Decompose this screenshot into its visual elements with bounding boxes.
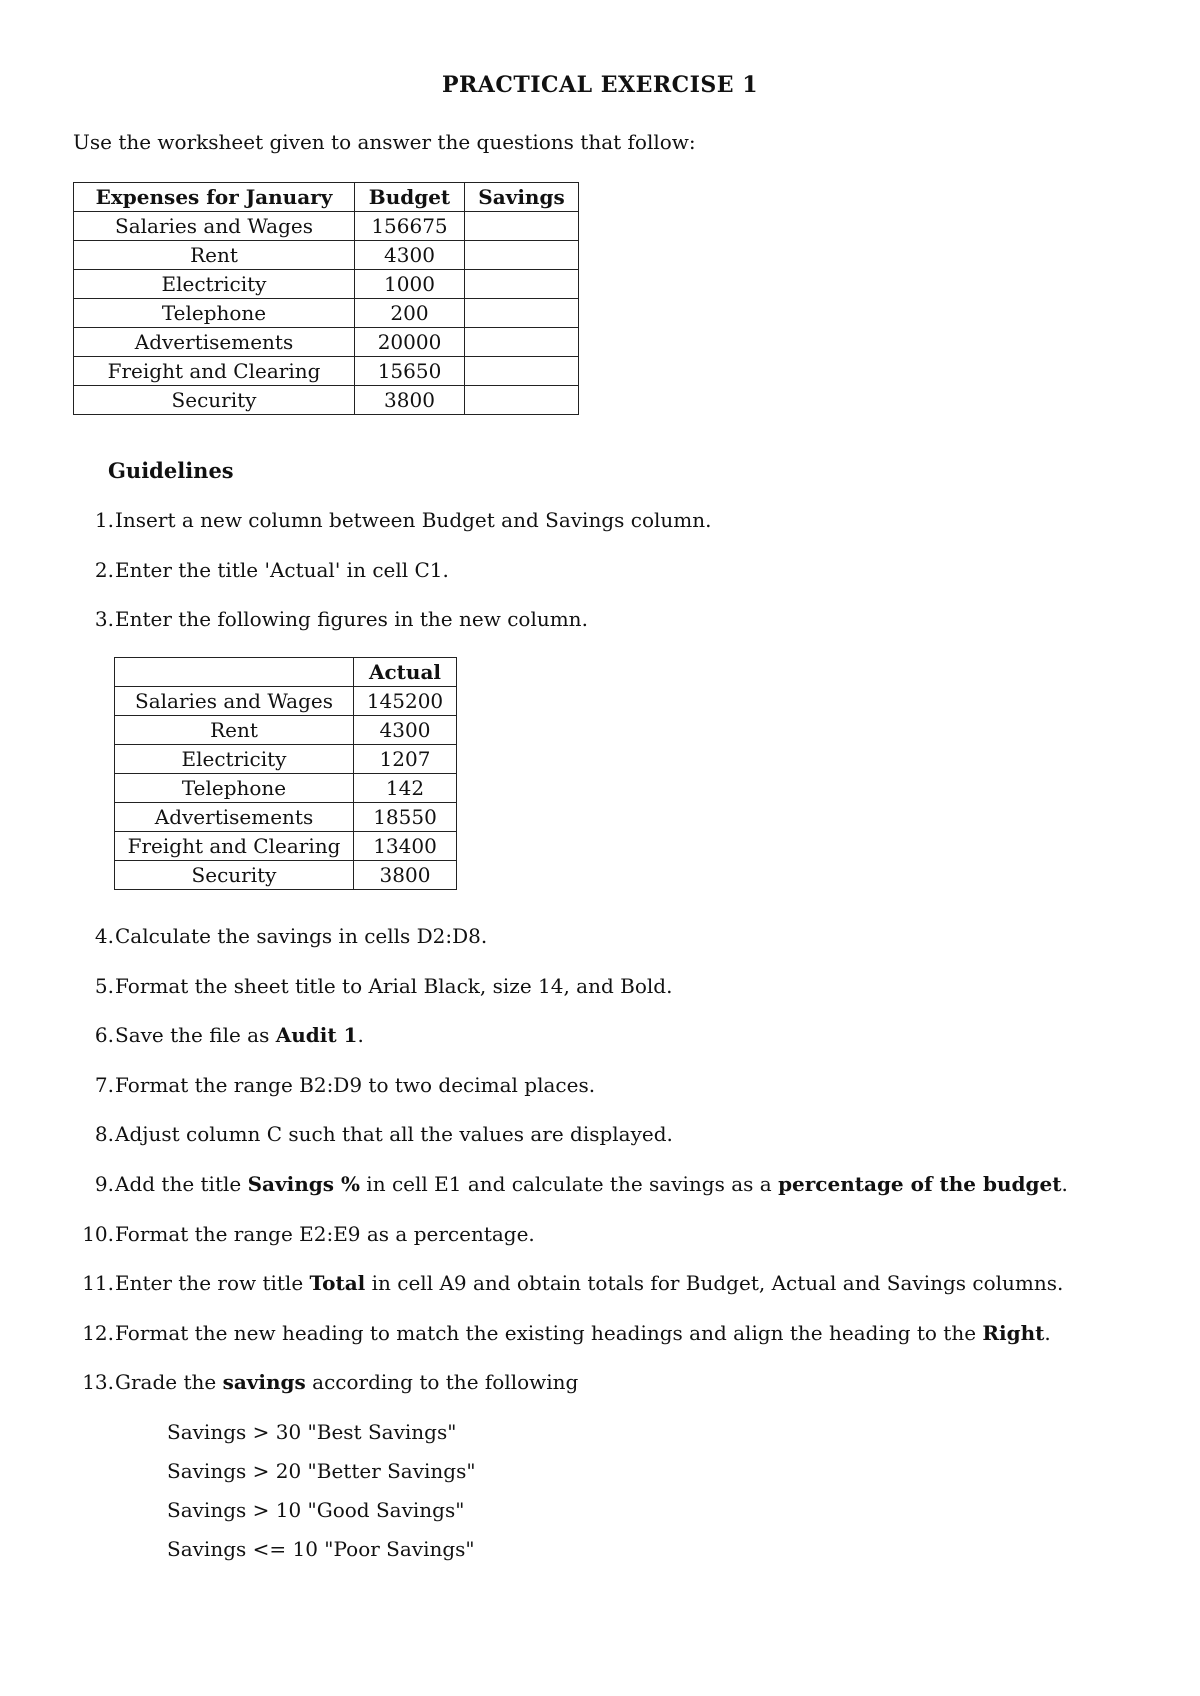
item-number: 1. (94, 508, 114, 532)
grade-best: Savings > 30 "Best Savings" (167, 1420, 457, 1444)
actual-value: 145200 (354, 687, 457, 716)
text-part: Grade the (115, 1370, 223, 1394)
item-number: 4. (94, 924, 114, 948)
text-part: in cell A9 and obtain totals for Budget, Actual and Savings columns. (365, 1271, 1064, 1295)
table-row (115, 745, 457, 774)
header-expenses: Expenses for January (74, 183, 355, 212)
expense-name: Freight and Clearing (74, 357, 355, 386)
item-text: Adjust column C such that all the values are displayed. (115, 1122, 673, 1146)
bold-word: savings (222, 1370, 306, 1394)
item-number: 8. (94, 1122, 114, 1146)
text-part: Enter the row title (115, 1271, 310, 1295)
item-text: Enter the following figures in the new column. (115, 607, 588, 631)
intro-text: Use the worksheet given to answer the questions that follow: (73, 130, 696, 154)
text-part: in cell E1 and calculate the savings as a (359, 1172, 779, 1196)
expense-name: Freight and Clearing (115, 832, 354, 861)
table-row (115, 832, 457, 861)
savings-value (465, 299, 579, 328)
table-row (74, 328, 579, 357)
expense-name: Electricity (115, 745, 354, 774)
item-number: 2. (94, 558, 114, 582)
item-text: Format the range E2:E9 as a percentage. (115, 1222, 535, 1246)
grade-better: Savings > 20 "Better Savings" (167, 1459, 476, 1483)
expense-name: Rent (115, 716, 354, 745)
text-part: Add the title (115, 1172, 248, 1196)
item-text: Format the range B2:D9 to two decimal places. (115, 1073, 596, 1097)
item-number: 9. (94, 1172, 114, 1196)
bold-title: Total (309, 1271, 366, 1295)
budget-value: 200 (355, 299, 465, 328)
expenses-budget-table (73, 182, 579, 415)
item-text: Insert a new column between Budget and Savings column. (115, 508, 712, 532)
item-text (115, 1321, 1051, 1345)
table-row (74, 386, 579, 415)
savings-value (465, 328, 579, 357)
table-row (115, 861, 457, 890)
text-part: . (1061, 1172, 1068, 1196)
table-row (115, 687, 457, 716)
table-row (74, 357, 579, 386)
table-row (74, 241, 579, 270)
table-row (115, 774, 457, 803)
savings-value (465, 241, 579, 270)
item-number: 5. (94, 974, 114, 998)
item-number: 11. (82, 1271, 114, 1295)
actual-value: 1207 (354, 745, 457, 774)
text-part: . (1044, 1321, 1051, 1345)
actual-value: 18550 (354, 803, 457, 832)
grade-poor: Savings <= 10 "Poor Savings" (167, 1537, 475, 1561)
item-text (115, 1172, 1068, 1196)
bold-filename: Audit 1 (275, 1023, 358, 1047)
budget-value: 1000 (355, 270, 465, 299)
table-row (115, 716, 457, 745)
savings-value (465, 212, 579, 241)
actual-value: 4300 (354, 716, 457, 745)
item-number: 12. (82, 1321, 114, 1345)
expense-name: Telephone (74, 299, 355, 328)
item-text (115, 1023, 364, 1047)
item-number: 3. (94, 607, 114, 631)
grade-good: Savings > 10 "Good Savings" (167, 1498, 465, 1522)
text-part: Save the file as (115, 1023, 276, 1047)
actual-value: 142 (354, 774, 457, 803)
item-number: 6. (94, 1023, 114, 1047)
bold-phrase: percentage of the budget (778, 1172, 1062, 1196)
bold-title: Savings % (247, 1172, 360, 1196)
item-number: 10. (82, 1222, 114, 1246)
item-number: 7. (94, 1073, 114, 1097)
item-text (115, 1271, 1063, 1295)
table-header-row (74, 183, 579, 212)
item-text (115, 1370, 578, 1394)
table-row (115, 803, 457, 832)
guidelines-heading: Guidelines (108, 458, 234, 483)
item-number: 13. (82, 1370, 114, 1394)
budget-value: 20000 (355, 328, 465, 357)
table-row (74, 212, 579, 241)
expense-name: Security (74, 386, 355, 415)
expense-name: Salaries and Wages (74, 212, 355, 241)
expense-name: Advertisements (74, 328, 355, 357)
expense-name: Telephone (115, 774, 354, 803)
expense-name: Electricity (74, 270, 355, 299)
table-header-row (115, 658, 457, 687)
expense-name: Rent (74, 241, 355, 270)
budget-value: 15650 (355, 357, 465, 386)
header-savings: Savings (465, 183, 579, 212)
actual-value: 13400 (354, 832, 457, 861)
savings-value (465, 270, 579, 299)
expense-name: Salaries and Wages (115, 687, 354, 716)
header-actual: Actual (354, 658, 457, 687)
savings-value (465, 357, 579, 386)
actual-figures-table (114, 657, 457, 890)
header-blank (115, 658, 354, 687)
item-text: Format the sheet title to Arial Black, size 14, and Bold. (115, 974, 673, 998)
text-part: Format the new heading to match the existing headings and align the heading to the (115, 1321, 983, 1345)
expense-name: Security (115, 861, 354, 890)
text-part: . (357, 1023, 364, 1047)
text-part: according to the following (305, 1370, 579, 1394)
table-row (74, 299, 579, 328)
budget-value: 156675 (355, 212, 465, 241)
header-budget: Budget (355, 183, 465, 212)
table-row (74, 270, 579, 299)
bold-word: Right (982, 1321, 1045, 1345)
budget-value: 4300 (355, 241, 465, 270)
budget-value: 3800 (355, 386, 465, 415)
expense-name: Advertisements (115, 803, 354, 832)
savings-value (465, 386, 579, 415)
item-text: Enter the title 'Actual' in cell C1. (115, 558, 449, 582)
actual-value: 3800 (354, 861, 457, 890)
item-text: Calculate the savings in cells D2:D8. (115, 924, 488, 948)
page-title: PRACTICAL EXERCISE 1 (441, 72, 759, 98)
